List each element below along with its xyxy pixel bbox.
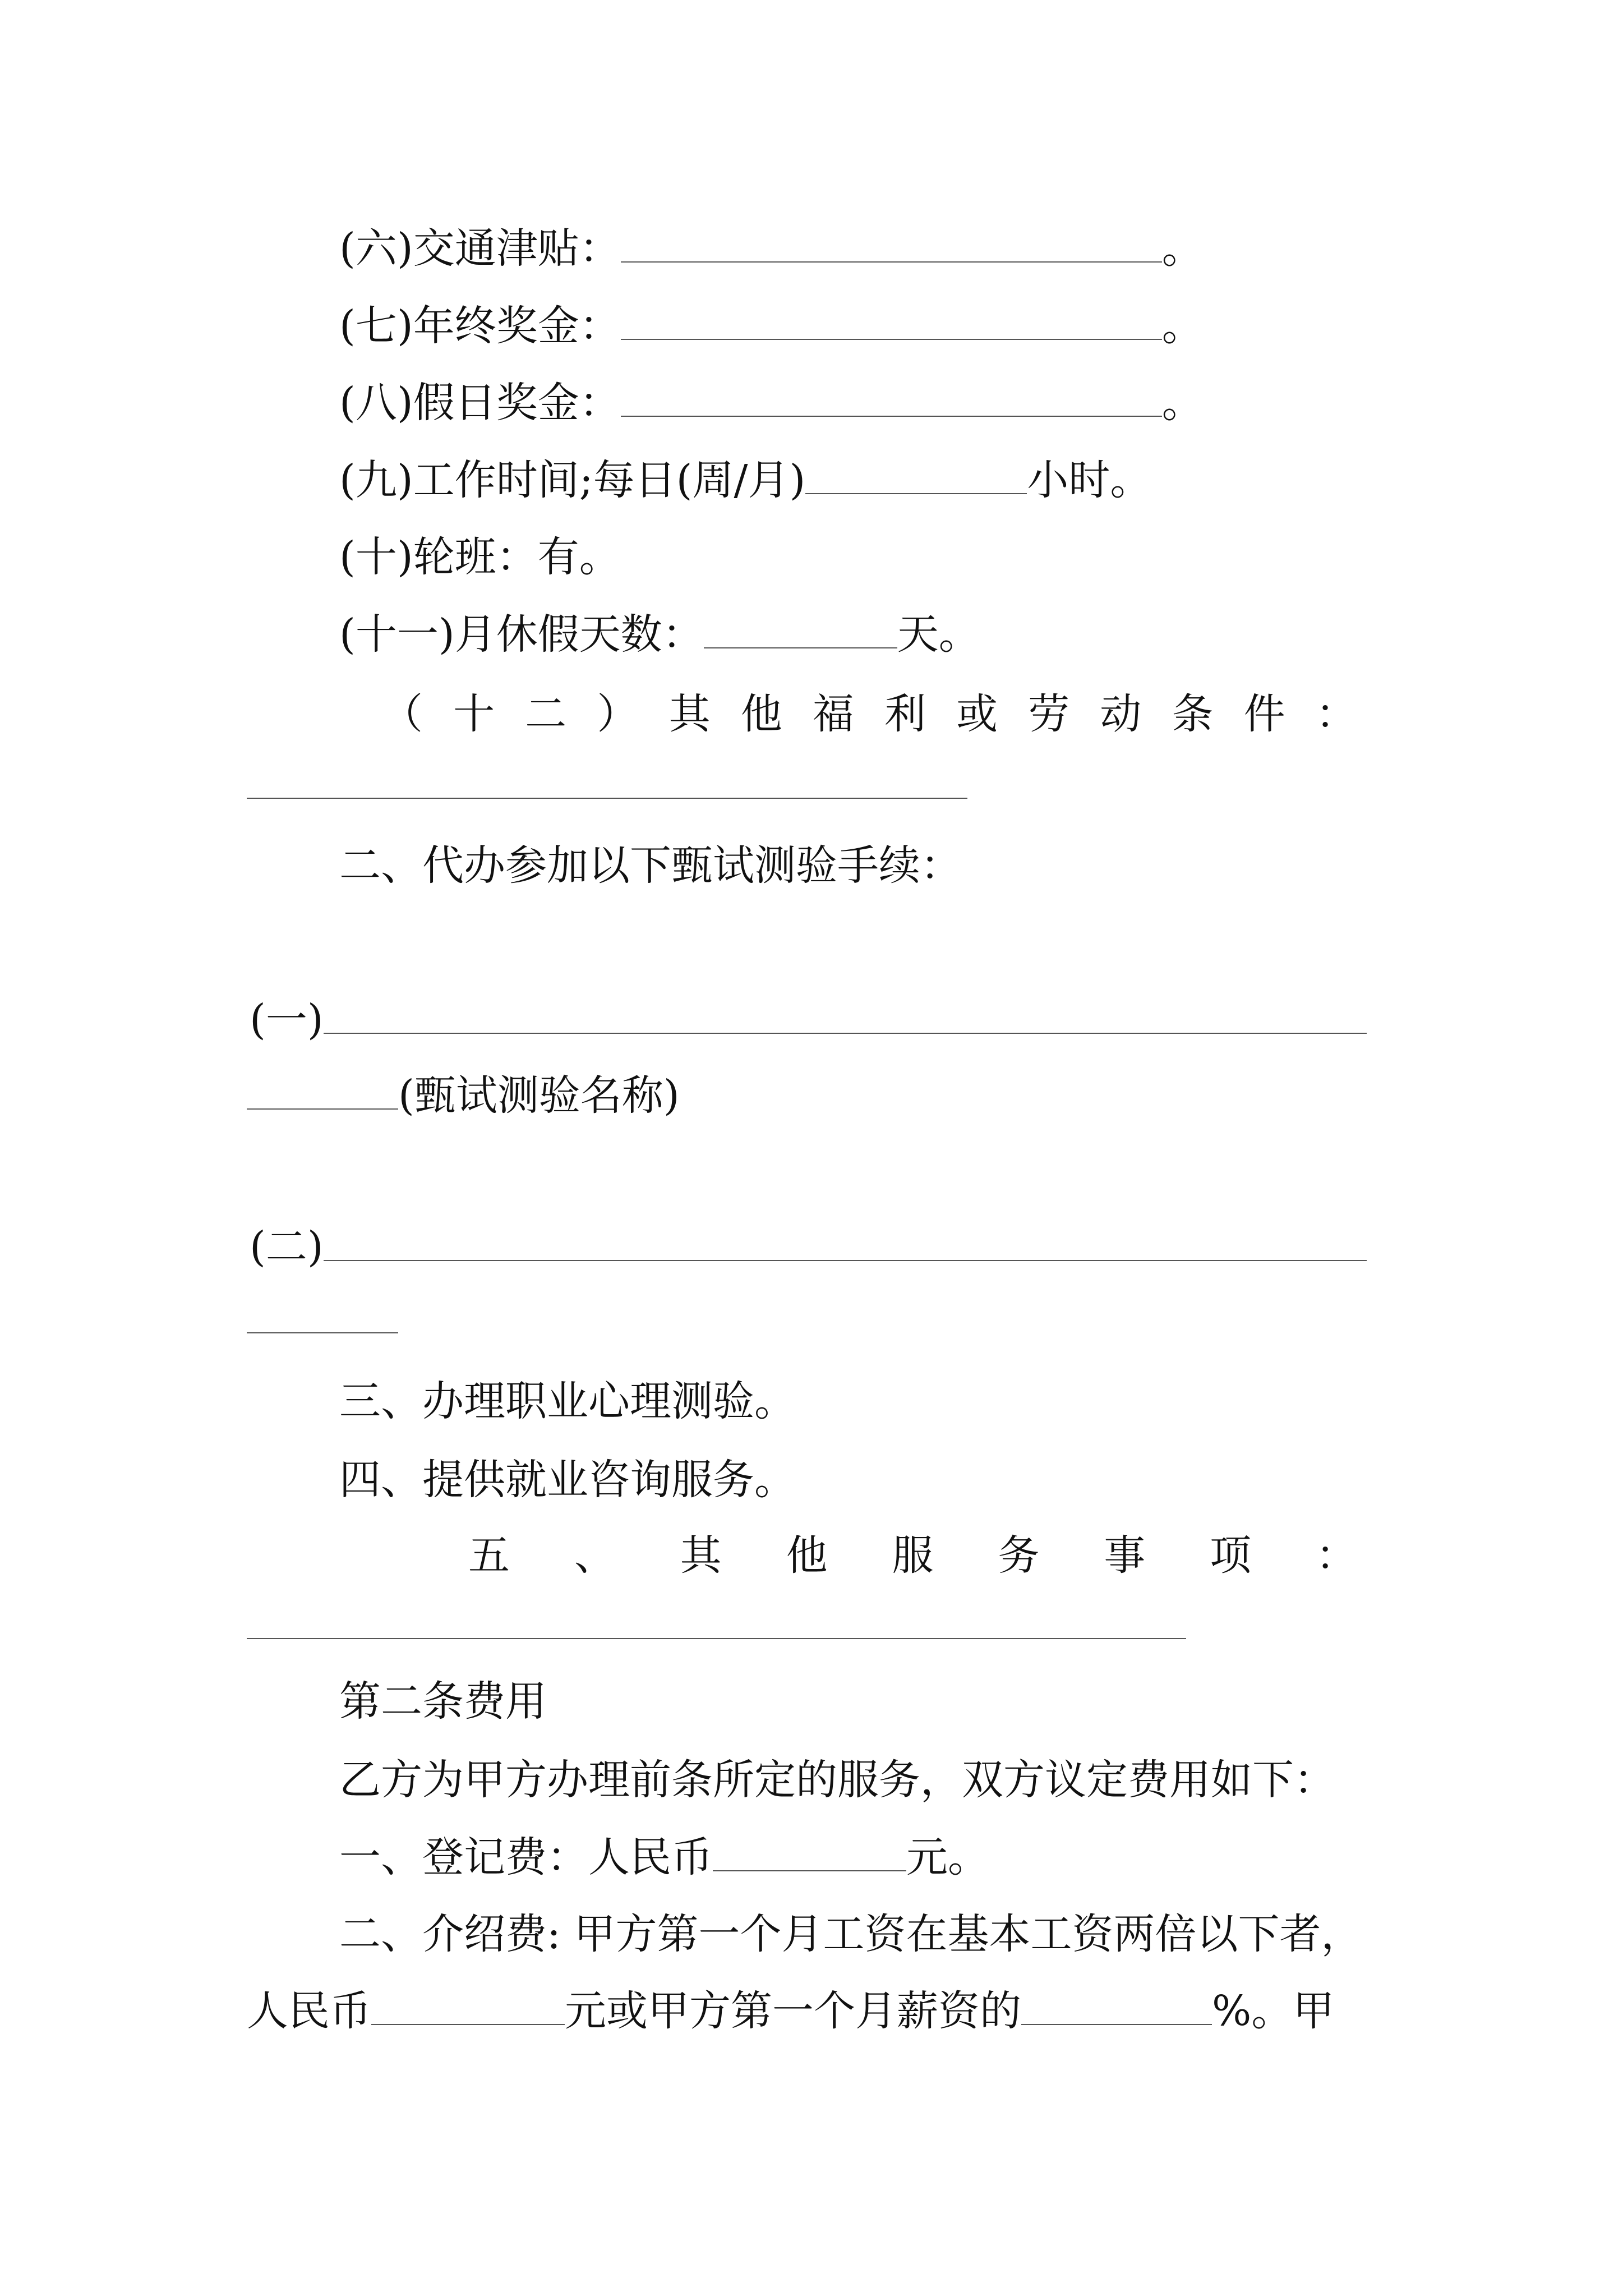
- item-label: (甄试测验名称): [398, 1071, 680, 1120]
- char: 福: [812, 690, 854, 738]
- char: 服: [892, 1531, 934, 1580]
- item-transport-allowance: [339, 208, 1204, 273]
- exam-item-1: [250, 979, 1367, 1044]
- char: ：: [1315, 690, 1357, 738]
- char: 或: [956, 690, 998, 738]
- char: 其: [668, 690, 711, 738]
- char: 项: [1210, 1531, 1252, 1580]
- item-mid: 元或甲方第一个月薪资的: [565, 1987, 1021, 2035]
- char: 十: [453, 690, 495, 738]
- article-title: 第二条费用: [339, 1677, 547, 1726]
- char: 劳: [1028, 690, 1070, 738]
- char: 条: [1172, 690, 1214, 738]
- item-label: (一): [250, 996, 324, 1044]
- item-label: (七)年终奖金：: [339, 302, 621, 350]
- section-other-services: [468, 1515, 1357, 1580]
- item-label: (八)假日奖金：: [339, 379, 621, 427]
- char: ）: [597, 690, 639, 738]
- char: 务: [998, 1531, 1040, 1580]
- fee-introduction-cont: [247, 1970, 1335, 2035]
- item-holiday-bonus: [339, 362, 1204, 427]
- fill-blank[interactable]: [713, 1870, 906, 1871]
- char: 事: [1104, 1531, 1146, 1580]
- fill-blank[interactable]: [371, 2024, 565, 2025]
- item-label: (十)轮班：有。: [339, 533, 621, 581]
- char: 他: [786, 1531, 828, 1580]
- item-working-hours: [339, 439, 1152, 504]
- section-title: 二、代办参加以下甄试测验手续：: [339, 841, 962, 890]
- char: 其: [680, 1531, 722, 1580]
- char: 、: [574, 1531, 616, 1580]
- fill-blank[interactable]: [621, 416, 1162, 417]
- item-end: 。: [1161, 302, 1204, 350]
- char: ：: [1316, 1531, 1357, 1580]
- char: （: [381, 690, 423, 738]
- fill-blank[interactable]: [1021, 2024, 1212, 2025]
- paragraph: 二、介绍费: 甲方第一个月工资在基本工资两倍以下者，: [339, 1910, 1363, 1958]
- item-year-end-bonus: [339, 285, 1204, 350]
- fee-introduction: [339, 1893, 1363, 1958]
- exam-item-1-tail: [247, 1055, 680, 1120]
- item-label: (九)工作时间;每日(周/月): [339, 456, 806, 504]
- char: 动: [1100, 690, 1142, 738]
- article-2-heading: [339, 1660, 547, 1726]
- fill-blank[interactable]: [324, 1260, 1367, 1261]
- fill-blank[interactable]: [247, 1332, 398, 1333]
- item-end: 。: [1161, 224, 1204, 273]
- paragraph: 乙方为甲方办理前条所定的服务，双方议定费用如下：: [339, 1756, 1335, 1804]
- section-title: 三、办理职业心理测验。: [339, 1377, 796, 1425]
- section-exam-procedures: [339, 825, 962, 890]
- item-end: 天。: [897, 610, 980, 659]
- item-label: 一、登记费：人民币: [339, 1833, 713, 1881]
- fill-blank[interactable]: [247, 1108, 398, 1110]
- fill-blank[interactable]: [621, 261, 1162, 263]
- fill-blank[interactable]: [247, 798, 967, 799]
- fill-blank[interactable]: [324, 1033, 1367, 1034]
- section-title: 四、提供就业咨询服务。: [339, 1456, 796, 1504]
- fill-blank[interactable]: [805, 493, 1027, 494]
- item-label: (二): [250, 1223, 324, 1271]
- item-other-benefits: [381, 673, 1357, 738]
- fill-blank[interactable]: [247, 1638, 1186, 1639]
- item-label: (十一)月休假天数：: [339, 610, 704, 659]
- exam-item-2: [250, 1206, 1367, 1271]
- section-psych-test: [339, 1360, 796, 1425]
- char: 利: [884, 690, 926, 738]
- fee-registration: [339, 1816, 989, 1881]
- section-consulting: [339, 1439, 796, 1504]
- item-label: 人民币: [247, 1987, 371, 2035]
- item-label: (六)交通津贴：: [339, 224, 621, 273]
- char: 五: [468, 1531, 510, 1580]
- item-end: 元。: [906, 1833, 989, 1881]
- char: 他: [740, 690, 782, 738]
- char: 二: [525, 690, 567, 738]
- item-monthly-leave: [339, 593, 980, 659]
- item-end: %。甲: [1212, 1987, 1335, 2035]
- item-shift: [339, 516, 621, 581]
- item-end: 小时。: [1027, 456, 1152, 504]
- item-end: 。: [1161, 379, 1204, 427]
- char: 件: [1243, 690, 1285, 738]
- fill-blank[interactable]: [621, 339, 1162, 340]
- fill-blank[interactable]: [704, 647, 897, 648]
- article-2-intro: [339, 1739, 1335, 1804]
